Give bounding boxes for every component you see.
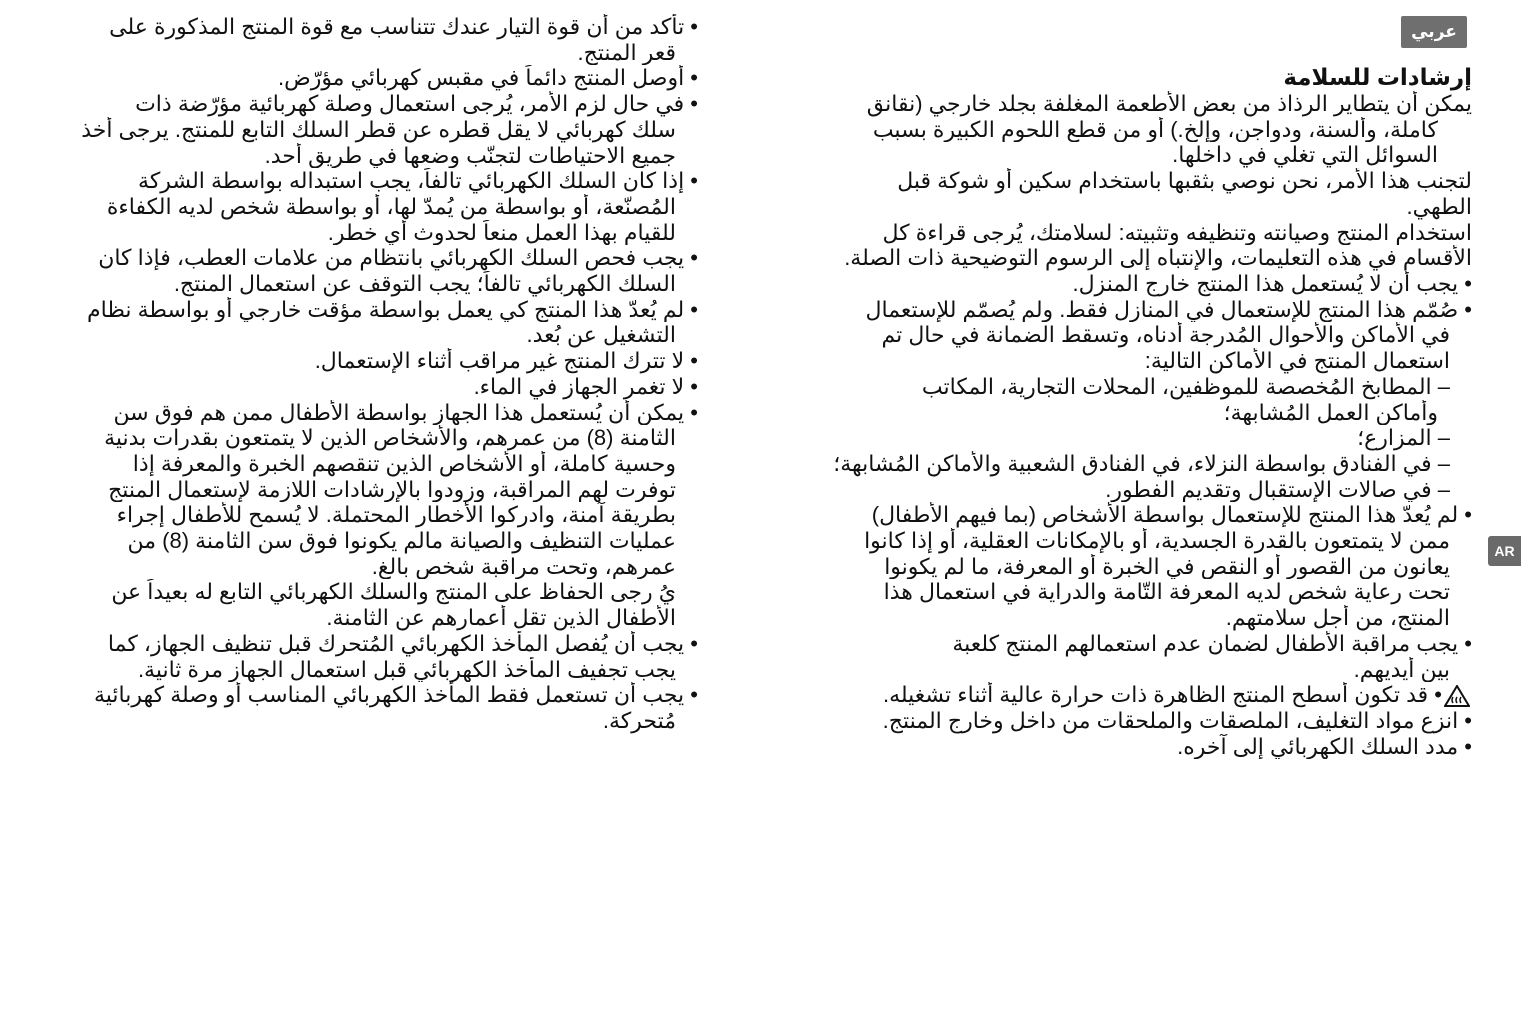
text-line: – المزارع؛: [1357, 425, 1450, 451]
text-line: • لا تغمر الجهاز في الماء.: [473, 373, 698, 399]
text-line: مُتحركة.: [602, 707, 676, 733]
text-line: • إذا كان السلك الكهربائي تالفاً، يجب استبداله بواسطة الشركة: [138, 168, 698, 194]
text-line: – في صالات الإستقبال وتقديم الفطور.: [1105, 476, 1450, 502]
text-line: المنتج، من أجل سلامتهم.: [1225, 605, 1450, 631]
text-line: للقيام بهذا العمل منعاً لحدوث أي خطر.: [327, 219, 676, 245]
warning-text: • قد تكون أسطح المنتج الظاهرة ذات حرارة عالية أثناء تشغيله.: [882, 682, 1442, 708]
text-line: المُصنّعة، أو بواسطة من يُمدّ لها، أو بواسطة شخص لديه الكفاءة: [106, 193, 676, 219]
text-line: استعمال المنتج في الأماكن التالية:: [1144, 348, 1450, 374]
text-line: – في الفنادق بواسطة النزلاء، في الفنادق الشعبية والأماكن المُشابهة؛: [833, 450, 1450, 476]
text-line: الأطفال الذين تقل أعمارهم عن الثامنة.: [326, 605, 676, 631]
spacer: [742, 14, 1472, 40]
left-text-column: [6, 14, 698, 734]
text-line: توفرت لهم المراقبة، وزودوا بالإرشادات اللازمة لإستعمال المنتج: [108, 476, 676, 502]
text-line: يجب تجفيف المأخذ الكهربائي قبل استعمال الجهاز مرة ثانية.: [137, 656, 676, 682]
text-line: • صُمّم هذا المنتج للإستعمال في المنازل فقط. ولم يُصمّم للإستعمال: [865, 296, 1472, 322]
text-line: عمرهم، وتحت مراقبة شخص بالغ.: [371, 553, 676, 579]
text-line: • يمكن أن يُستعمل هذا الجهاز بواسطة الأطفال ممن هم فوق سن: [113, 399, 698, 425]
side-language-badge: [1488, 536, 1521, 566]
text-line: الطهي.: [1406, 193, 1472, 219]
text-line: لتجنب هذا الأمر، نحن نوصي بثقبها باستخدام سكين أو شوكة قبل: [897, 168, 1472, 194]
text-line: وأماكن العمل المُشابهة؛: [1223, 399, 1438, 425]
text-line: تحت رعاية شخص لديه المعرفة التّامة والدراية في استعمال هذا: [883, 579, 1450, 605]
text-line: • لم يُعدّ هذا المنتج للإستعمال بواسطة الأشخاص (بما فيهم الأطفال): [871, 502, 1472, 528]
section-heading: إرشادات للسلامة: [1283, 65, 1472, 91]
text-line: • يجب أن لا يُستعمل هذا المنتج خارج المنزل.: [1072, 271, 1472, 296]
right-text-column: [742, 14, 1472, 759]
text-line: • تأكد من أن قوة التيار عندك تتناسب مع قوة المنتج المذكورة على: [109, 14, 698, 39]
text-line: • في حال لزم الأمر، يُرجى استعمال وصلة كهربائية مؤرّضة ذات: [135, 91, 698, 117]
text-line: يعانون من القصور أو النقص في الخبرة أو المعرفة، ما لم يكونوا: [884, 553, 1450, 579]
text-line: • لا تترك المنتج غير مراقب أثناء الإستعمال.: [314, 348, 698, 374]
text-line: • لم يُعدّ هذا المنتج كي يعمل بواسطة مؤقت خارجي أو بواسطة نظام: [87, 296, 698, 322]
text-line: السوائل التي تغلي في داخلها.: [1172, 142, 1438, 168]
text-line: • انزع مواد التغليف، الملصقات والملحقات من داخل وخارج المنتج.: [882, 707, 1472, 733]
text-line: في الأماكن والأحوال المُدرجة أدناه، وتسقط الضمانة في حال تم: [881, 322, 1450, 348]
text-line: • يجب أن يُفصل المأخذ الكهربائي المُتحرك قبل تنظيف الجهاز، كما: [107, 630, 698, 656]
text-line: السلك الكهربائي تالفاً؛ يجب التوقف عن استعمال المنتج.: [173, 271, 676, 297]
text-line: عمليات التنظيف والصيانة مالم يكونوا فوق سن الثامنة (8) من: [127, 528, 676, 554]
spacer: [742, 40, 1472, 66]
warning-line: [742, 682, 1472, 708]
text-line: • يجب مراقبة الأطفال لضمان عدم استعمالهم المنتج كلعبة: [952, 630, 1472, 656]
text-line: • يجب أن تستعمل فقط المأخذ الكهربائي المناسب أو وصلة كهربائية: [93, 682, 698, 708]
text-line: الأقسام في هذه التعليمات، والإنتباه إلى الرسوم التوضيحية ذات الصلة.: [844, 245, 1472, 271]
text-line: بين أيديهم.: [1353, 656, 1450, 682]
text-line: استخدام المنتج وصيانته وتنظيفه وتثبيته: لسلامتك، يُرجى قراءة كل: [882, 219, 1472, 245]
text-line: قعر المنتج.: [577, 39, 676, 65]
text-line: • مدد السلك الكهربائي إلى آخره.: [1177, 733, 1472, 759]
text-line: – المطابخ المُخصصة للموظفين، المحلات التجارية، المكاتب: [921, 373, 1450, 399]
text-line: يُ رجى الحفاظ على المنتج والسلك الكهربائي التابع له بعيداً عن: [111, 579, 676, 605]
text-line: الثامنة (8) من عمرهم، والأشخاص الذين لا يتمتعون بقدرات بدنية: [104, 425, 676, 451]
text-line: التشغيل عن بُعد.: [526, 322, 676, 348]
side-language-badge-label: AR: [1494, 543, 1515, 559]
text-line: بطريقة آمنة، وادركوا الأخطار المحتملة. لا يُسمح للأطفال إجراء: [116, 502, 676, 528]
text-line: كاملة، وألسنة، ودواجن، وإلخ.) أو من قطع اللحوم الكبيرة بسبب: [872, 116, 1438, 142]
language-tab-label: عربي: [1411, 22, 1457, 41]
text-line: وحسية كاملة، أو الأشخاص الذين تنقصهم الخبرة والمعرفة إذا: [132, 450, 676, 476]
text-line: جميع الاحتياطات لتجنّب وضعها في طريق أحد.: [264, 142, 676, 168]
text-line: • يجب فحص السلك الكهربائي بانتظام من علامات العطب، فإذا كان: [98, 245, 698, 271]
text-line: ممن لا يتمتعون بالقدرة الجسدية، أو بالإمكانات العقلية، أو إذا كانوا: [864, 528, 1450, 554]
hot-surface-warning-icon: [1444, 685, 1470, 707]
text-line: • أوصل المنتج دائماً في مقبس كهربائي مؤرّض.: [277, 65, 698, 91]
text-line: سلك كهربائي لا يقل قطره عن قطر السلك التابع للمنتج. يرجى أخذ: [81, 116, 676, 142]
text-line: يمكن أن يتطاير الرذاذ من بعض الأطعمة المغلفة بجلد خارجي (نقانق: [866, 91, 1472, 117]
